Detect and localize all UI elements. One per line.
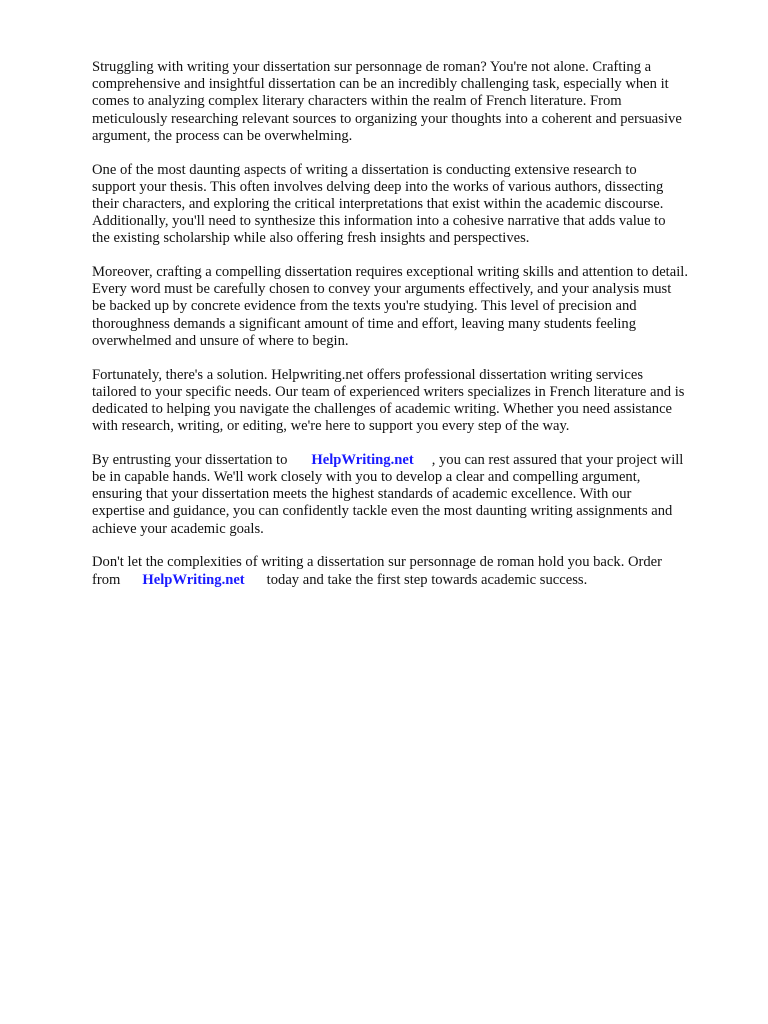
paragraph-3: [92, 264, 732, 350]
text-line: thoroughness demands a significant amount of time and effort, leaving many students feeling: [92, 315, 637, 332]
text-fragment: , you can rest assured that your project will: [431, 451, 684, 468]
text-line: Moreover, crafting a compelling dissertation requires exceptional writing skills and attention to detail.: [92, 264, 688, 281]
document-body: [92, 59, 732, 605]
text-line: with research, writing, or editing, we're here to support you every step of the way.: [92, 418, 570, 435]
text-line: comes to analyzing complex literary characters within the realm of French literature. From: [92, 93, 622, 110]
text-line: achieve your academic goals.: [92, 520, 264, 537]
text-line: comprehensive and insightful dissertation can be an incredibly challenging task, especially when it: [92, 76, 669, 93]
text-line: Struggling with writing your dissertation sur personnage de roman? You're not alone. Crafting a: [92, 59, 652, 75]
text-line: Every word must be carefully chosen to convey your arguments effectively, and your analysis must: [92, 281, 672, 298]
text-line: ensuring that your dissertation meets the highest standards of academic excellence. With our: [92, 486, 632, 503]
helpwriting-link[interactable]: HelpWriting.net: [311, 451, 414, 468]
paragraph-2: [92, 162, 732, 248]
paragraph-6: [92, 554, 732, 588]
paragraph-1: [92, 59, 732, 145]
text-line: argument, the process can be overwhelming.: [92, 127, 353, 144]
text-fragment: By entrusting your dissertation to: [92, 451, 288, 468]
text-line: dedicated to helping you navigate the challenges of academic writing. Whether you need assistance: [92, 400, 673, 417]
paragraph-5: [92, 452, 732, 538]
helpwriting-link[interactable]: HelpWriting.net: [142, 571, 245, 588]
text-line: meticulously researching relevant sources to organizing your thoughts into a coherent and persuasive: [92, 110, 682, 127]
text-line: the existing scholarship while also offering fresh insights and perspectives.: [92, 230, 530, 247]
text-line: Don't let the complexities of writing a dissertation sur personnage de roman hold you back. Order: [92, 554, 663, 571]
text-line: [92, 452, 732, 469]
text-line: Fortunately, there's a solution. Helpwriting.net offers professional dissertation writing services: [92, 366, 643, 383]
text-line: be backed up by concrete evidence from the texts you're studying. This level of precision and: [92, 298, 637, 315]
text-line: be in capable hands. We'll work closely with you to develop a clear and compelling argument,: [92, 469, 641, 486]
text-line: [92, 572, 732, 589]
text-line: support your thesis. This often involves delving deep into the works of various authors, dissecting: [92, 178, 664, 195]
text-line: their characters, and exploring the critical interpretations that exist within the academic discourse.: [92, 195, 664, 212]
text-fragment: from: [92, 571, 121, 588]
paragraph-4: [92, 367, 732, 436]
text-line: expertise and guidance, you can confidently tackle even the most daunting writing assignments and: [92, 503, 673, 520]
text-line: Additionally, you'll need to synthesize this information into a cohesive narrative that adds value to: [92, 213, 666, 230]
text-fragment: today and take the first step towards academic success.: [266, 571, 588, 588]
text-line: tailored to your specific needs. Our team of experienced writers specializes in French literature and is: [92, 383, 685, 400]
text-line: overwhelmed and unsure of where to begin.: [92, 332, 349, 349]
text-line: One of the most daunting aspects of writing a dissertation is conducting extensive research to: [92, 161, 637, 178]
